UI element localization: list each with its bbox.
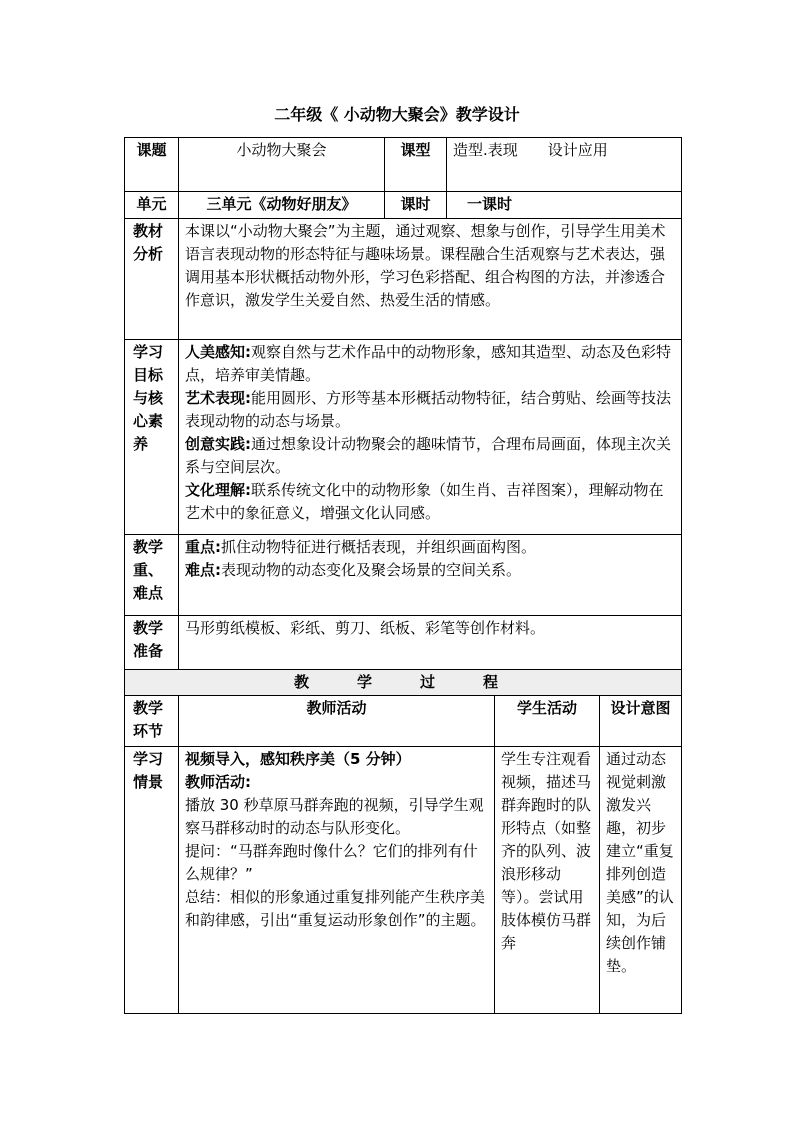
keypoints-label: 教学重、难点 [125, 535, 179, 616]
goal-text: 能用圆形、方形等基本形概括动物特征，结合剪贴、绘画等技法表现动物的动态与场景。 [185, 389, 672, 430]
keypoints-content [179, 535, 682, 616]
hours-label: 课时 [385, 192, 447, 219]
col-intent: 设计意图 [600, 696, 682, 747]
row-prep [125, 616, 682, 670]
document-title: 二年级《 小动物大聚会》教学设计 [274, 105, 520, 124]
goals-content [179, 340, 682, 535]
key-point [185, 536, 675, 559]
row-goals [125, 340, 682, 535]
goal-item [185, 433, 675, 479]
row-topic [125, 138, 682, 192]
goals-label: 学习目标与核心素养 [125, 340, 179, 535]
goal-key: 文化理解: [185, 481, 251, 499]
difficult-point-label: 难点: [185, 561, 221, 579]
difficult-point-text: 表现动物的动态变化及聚会场景的空间关系。 [221, 561, 522, 579]
key-point-text: 抓住动物特征进行概括表现，并组织画面构图。 [221, 538, 537, 556]
analysis-text: 本课以“小动物大聚会”为主题，通过观察、想象与创作，引导学生用美术语言表现动物的形态特征与趣味场景。课程融合生活观察与艺术表达，强调用基本形状概括动物外形，学习色彩搭配、组合构图的方法，并渗透合作意识，激发学生关爱自然、热爱生活的情感。 [179, 219, 682, 340]
analysis-label: 教材分析 [125, 219, 179, 340]
prep-text: 马形剪纸模板、彩纸、剪刀、纸板、彩笔等创作材料。 [179, 616, 682, 670]
goal-item [185, 341, 675, 387]
unit-value: 三单元《动物好朋友》 [179, 192, 385, 219]
lesson-type-label: 课型 [385, 138, 447, 192]
goal-key: 创意实践: [185, 435, 251, 453]
teacher-activity-label: 教师活动: [185, 773, 251, 791]
goal-item [185, 479, 675, 525]
goal-text: 联系传统文化中的动物形象（如生肖、吉祥图案），理解动物在艺术中的象征意义，增强文化认同感。 [185, 481, 664, 522]
teacher-line: 总结：相似的形象通过重复排列能产生秩序美和韵律感，引出“重复运动形象创作”的主题。 [185, 888, 486, 929]
topic-value: 小动物大聚会 [179, 138, 385, 192]
row-unit [125, 192, 682, 219]
topic-label: 课题 [125, 138, 179, 192]
lesson-type-value: 造型.表现 设计应用 [447, 138, 682, 192]
goal-key: 人美感知: [185, 343, 251, 361]
lesson-plan-table [124, 137, 682, 1014]
prep-label: 教学准备 [125, 616, 179, 670]
goal-item [185, 387, 675, 433]
unit-label: 单元 [125, 192, 179, 219]
teacher-cell [179, 747, 495, 1014]
row-analysis [125, 219, 682, 340]
goal-text: 通过想象设计动物聚会的趣味情节，合理布局画面，体现主次关系与空间层次。 [185, 435, 672, 476]
process-header: 教学过程 [125, 670, 682, 696]
key-point-label: 重点: [185, 538, 221, 556]
teacher-heading: 视频导入，感知秩序美（5 分钟） [185, 750, 411, 768]
row-keypoints [125, 535, 682, 616]
student-cell: 学生专注观看视频，描述马群奔跑时的队形特点（如整齐的队列、波浪形移动等）。尝试用肢体模仿马群奔 [495, 747, 600, 1014]
row-process-columns [125, 696, 682, 747]
col-teacher: 教师活动 [179, 696, 495, 747]
stage-cell: 学习情景 [125, 747, 179, 1014]
teacher-line: 提问：“马群奔跑时像什么？它们的排列有什么规律？” [185, 842, 478, 883]
row-process-header [125, 670, 682, 696]
goal-key: 艺术表现: [185, 389, 251, 407]
goal-text: 观察自然与艺术作品中的动物形象，感知其造型、动态及色彩特点，培养审美情趣。 [185, 343, 672, 384]
col-student: 学生活动 [495, 696, 600, 747]
intent-cell: 通过动态视觉刺激激发兴趣，初步建立“重复排列创造美感”的认知，为后续创作铺垫。 [600, 747, 682, 1014]
col-stage: 教学环节 [125, 696, 179, 747]
row-process-1 [125, 747, 682, 1014]
difficult-point [185, 559, 675, 582]
hours-value: 一课时 [447, 192, 682, 219]
teacher-line: 播放 30 秒草原马群奔跑的视频，引导学生观察马群移动时的动态与队形变化。 [185, 796, 484, 837]
